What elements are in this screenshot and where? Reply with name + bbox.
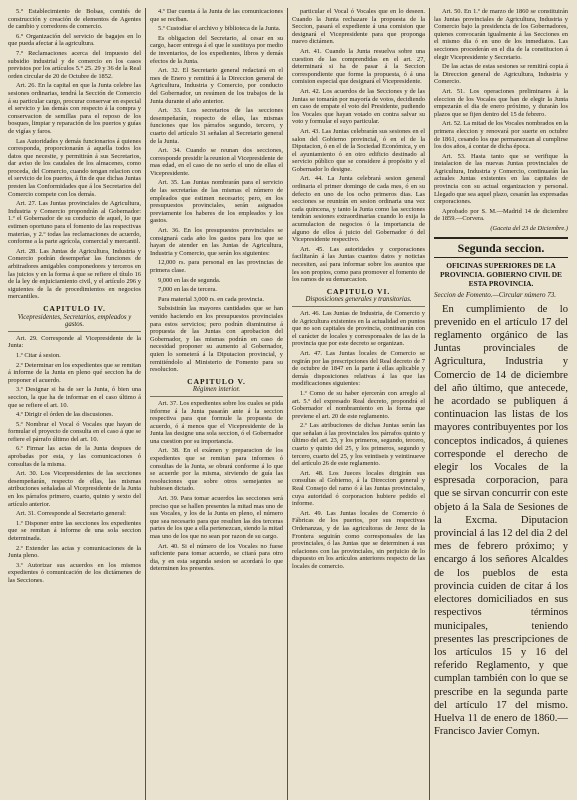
gazette-date: (Gaceta del 23 de Diciembre.) [490, 225, 568, 233]
article-paragraph: 1.º Como de su haber ejercerán con arreglo al art. 5.º del expresado Real decreto, propondrá el Gobernador el nombramiento en la forma que previene el art. 20 de este reglamento. [292, 389, 425, 420]
article-paragraph: Art. 43. Las Juntas celebrarán sus sesiones en el salon del Gobierno provincial, ó en el de la Diputacion, ó en el de la Sociedad Económica, y en el ayuntamiento ó en otro edificio destinado al servicio público que se considere á propósito y el Gobernador lo designe. [292, 127, 425, 173]
article-paragraph: 3.º Designar si ha de ser la Junta, ó bien una seccion, la que ha de informar en el caso último á que se refiere el art. 10. [8, 386, 141, 409]
article-paragraph: Art. 48. Los Jueces locales dirigirán sus consultas al Gobierno, á la Direccion general y Real Consejo del ramo ó á las Juntas provinciales, cuya autoridad ó corporacion hubiere pedido el informe. [292, 469, 425, 508]
article-paragraph: Art. 45. Las autoridades y corporaciones facilitarán á las Juntas cuantos datos y noticias necesiten, así para informar sobre los asuntos que les son propios, como para promover el fomento de los ramos de su demarcacion. [292, 245, 425, 284]
chapter-subheading: Régimen interior. [150, 386, 283, 397]
article-paragraph: 1.º Citar á sesion. [16, 351, 61, 359]
article-paragraph: Subsistirán las mayores cantidades que se han venido haciendo en los presupuestos provinciales para estos servicios; pero podrán disminuirse á propuesta de las Juntas con aprobacion del Gobernador, y las mismas podrán en caso de necesidad proponer su aumento al Gobernador, quien lo someterá á la Diputacion provincial, y remitiéndolo al Ministerio de Fomento para su resolucion. [150, 305, 283, 374]
article-paragraph: Art. 30. Los Vicepresidentes de las secciones desempeñarán, respecto de ellas, las mismas atribuciones señaladas al Vicepresidente de la Junta en los párrafos primero, cuarto, quinto y sexto del artículo anterior. [8, 470, 141, 508]
article-paragraph: particular el Vocal ó Vocales que en lo deseen. Cuando la Junta rechazare la propuesta de la Seccion, pasará el expediente á una comision que designará el Vicepresidente para que proponga nuevo dictámen. [292, 8, 425, 46]
article-paragraph: 12,000 rs. para personal en las provincias de primera clase. [150, 259, 283, 274]
chapter-subheading: Disposiciones generales y transitorias. [292, 296, 425, 307]
article-paragraph: Para material 3,000 rs. en cada provincia. [158, 295, 264, 303]
article-paragraph: 5.º Nombrar el Vocal ó Vocales que hayan de formular el proyecto de consulta en el caso á que se refiere el párrafo último del art. 10. [8, 420, 141, 443]
circular-heading: Seccion de Fomento.—Circular número 73. [434, 290, 556, 299]
article-paragraph: Art. 42. Los acuerdos de las Secciones y de las Juntas se tomarán por mayoría de votos, decidiendo en caso de empate el voto del Presidente, pudiendo los Vocales que hayan votado en contra salvar su voto y formular el suyo particular. [292, 87, 425, 126]
article-paragraph: Art. 37. Los expedientes sobre los cuales se pida informe á la Junta pasarán ante á la seccion respectiva para que formule la propuesta de acuerdo, ó á menos que el Vicepresidente de la Junta las designe una sola seccion, ó el Gobernador una cuestion por su importancia. [150, 399, 283, 445]
article-paragraph: Art. 33. Los secretarios de las secciones desempeñarán, respecto de ellas, las mismas funciones que los párrafos segundo, tercero, y cuarto del artículo 31 señalan al Secretario general de la Junta. [150, 107, 283, 145]
article-paragraph: 2.º Determinar en los expedientes que se remitan á informe de la Junta en pleno qué seccion ha de proponer el acuerdo. [8, 361, 141, 384]
article-paragraph: 3.º Autorizar sus acuerdos en los mismos expedientes ó comunicación de los dictámenes de las Secciones. [8, 561, 141, 584]
article-paragraph: 5.° Establecimiento de Bolsas, comités de construcción y creación de elementos de Agentes de cambio y corredores de comercio. [8, 8, 141, 31]
article-paragraph: Art. 35. Las Juntas nombrarán para el servicio de las secretarías de las mismas el número de empleados que estimen necesario; pero, en los presupuestos provinciales, serán asignados previamente los haberes de los empleados y los gastos. [150, 179, 283, 225]
article-paragraph: Aprobado por S. M.—Madrid 14 de diciembre de 1859.—Corvera. [434, 207, 568, 223]
article-paragraph: Art. 38. En el exámen y preparacion de los expedientes que se remitan para informes ó consultas de la Junta, se obrará conforme á lo que se acuerde por la misma, sirviendo de guía las resoluciones que sobre otros semejantes se hubiesen dictado. [150, 447, 283, 493]
article-paragraph: Es obligacion del Secretario, al cesar en su cargo, hacer entrega á el que le sustituya por medio de inventarios, de los expedientes, libros y demás efectos de la Junta. [150, 34, 283, 65]
article-paragraph: 2.º Las atribuciones de dichas Juntas serán las que señalan á las provinciales los párrafos quinto y último del art. 23, y los primeros, segundo, tercero, cuarto y quinto del 25, y los primeros, segundo y tercero, cuarto del 25, y los veintiseis y veintinueve del artículo 26 de este reglamento. [292, 422, 425, 468]
article-paragraph: 5.º Custodiar el archivo y biblioteca de la Junta. [158, 25, 281, 33]
chapter-heading: CAPITULO V. [187, 376, 246, 386]
article-paragraph: Art. 51. Los operaciones preliminares á la eleccion de los Vocales que han de elegir la Junta empezarán el dia de enero próximo, y durarán los plazos que se fijen dentro del 15 de febrero. [434, 87, 568, 118]
article-paragraph: 9,000 en las de segunda. [158, 276, 221, 284]
article-paragraph: Art. 47. Las Juntas locales de Comercio se regirán por las prescripciones del Real decreto de 7 de octubre de 1847 en la parte á ellas aplicable y demás disposiciones relativas á las que las modificaciones siguientes: [292, 349, 425, 388]
article-paragraph: 4.º Dar cuenta á la Junta de las comunicaciones que se reciban. [150, 8, 283, 23]
article-paragraph: Art. 39. Para tomar acuerdos las secciones será preciso que se hallen presentes la mitad mas uno de sus Vocales, y los de la Junta en pleno, el número que sea necesario para que resulten las dos terceras partes de los que a ella pertenezcan, siendo la mitad mas uno de los que no sean por razon de su cargo. [150, 495, 283, 540]
article-paragraph: 7.° Reclamaciones acerca del impuesto del subsidio industrial y de comercio en los casos previstos por los artículos 5.° 25. 29 y 36 de la Real orden circular de 20 de Octubre de 1852. [8, 49, 141, 80]
article-paragraph: Art. 28. Las Juntas de Agricultura, Industria y Comercio podrán desempeñar las funciones de arbitradores amigables componedores y terceros en las juicios y en la forma á que se refiere el título 16 de la ley de enjuiciamiento civil, y el artículo 296 y siguientes de la de procedimientos en negocios mercantiles. [8, 247, 141, 301]
office-heading: OFICINAS SUPERIORES DE LA PROVINCIA. GOBIERNO CIVIL DE ESTA PROVINCIA. [440, 260, 562, 288]
article-paragraph: 7,000 en las de tercera. [158, 286, 217, 294]
chapter-subheading: Vicepresidentes, Secretarios, empleados y gastos. [8, 314, 141, 332]
article-paragraph: 2.º Extender las actas y comunicaciones de la Junta pleno. [8, 544, 141, 560]
article-paragraph: Art. 52. La mitad de los Vocales nombrados en la primera eleccion y renovará por suerte en octubre de 1861, cesando los que permanezcan al cumplirse los dos años, á contar de dicha época. [434, 120, 568, 151]
article-paragraph: Art. 53. Hasta tanto que se verifique la instalacion de las nuevas Juntas provinciales de Agricultura, Industria y Comercio, continuarán las actuales Juntas existentes en las capitales de provincia con su actual organizacion y personal. Llegado que sea aquel plazo, cesarán las expresadas corporaciones. [434, 152, 568, 206]
article-paragraph: Art. 46. Las Juntas de Industria, de Comercio y de Agricultura existentes en la actualidad en puntos que no son capitales de provincia, continuarán con el carácter de locales y corresponsales de las de la provincia que por este decreto se organizan. [292, 309, 425, 348]
article-paragraph: Art. 31. Corresponde al Secretario general: [16, 510, 126, 518]
chapter-heading: CAPITULO IV. [43, 303, 106, 313]
article-paragraph: De las actas de estas sesiones se remitirá copia á la Direccion general de Agricultura, Industria y Comercio. [434, 63, 568, 86]
chapter-heading: CAPITULO VI. [326, 286, 391, 296]
article-paragraph: 6.º Firmar las actas de la Junta despues de aprobadas por esta, y las comunicaciones ó consultas de la misma. [8, 445, 141, 468]
section-title: Segunda seccion. [434, 237, 568, 258]
text-column-4 [430, 8, 572, 800]
article-paragraph: Art. 34. Cuando se reunan dos secciones, corresponde presidir la reunion al Vicepresidente de mas edad, en el caso de no serlo el uno de ellas el Vicepresidente. [150, 147, 283, 177]
article-paragraph: Art. 41. Cuando la Junta resuelva sobre una cuestion de las comprendidas en el art. 27, determinará si ha de pasar á la Seccion correspondiente que forme la propuesta, ó á una comision especial que designará el Vicepresidente. [292, 47, 425, 86]
article-paragraph: Art. 40. Si el número de los Vocales no fuese suficiente para tomar acuerdo, se citará para otro dia, y en esta segunda sesion se acordará lo que determinen los presentes. [150, 542, 283, 573]
article-paragraph: Art. 29. Corresponde al Vicepresidente de la Junta: [8, 334, 141, 350]
article-paragraph: 6.° Organización del servicio de bagajes en lo que pueda afectar á la agricultura. [8, 32, 141, 48]
circular-body: En cumplimiento de lo prevenido en el artículo 17 del reglamento orgánico de las Juntas provinciales de Agricultura, Industria y Comercio de 14 de diciembre del año último, que antecede, he acordado se publiquen á continuacion las listas de los mayores contribuyentes por los conceptos indicados, á quienes corresponde el derecho de elegir los Vocales de la espresada corporacion, para que se sirvan concurrir con este objeto á la Sala de Sesiones de la Excma. Diputacion provincial á las 12 del dia 2 del mes de febrero próximo; y encargo á los señores Alcaldes de los pueblos de esta provincia cuiden de citar á los electores domiciliados en sus respectivos términos municipales, teniendo presentes las prescripciones de los artículos 15 y 16 del referido Reglamento, y que cumplan también con lo que se prescribe en la segunda parte del artículo 17 del mismo. Huelva 11 de enero de 1860.—Francisco Javier Comyn. [434, 303, 568, 738]
article-paragraph: 1.º Disponer entre las secciones los expedientes que se remitan á informe de una sola seccion determinada. [8, 519, 141, 542]
article-paragraph: Art. 27. Las Juntas provinciales de Agricultura, Industria y Comercio propondrán al Gobernador: 1.º el Gobernador de su conducto de aquel, lo que estimen oportuno para el fomento de las respectivas materias, y 2.º todas las reclamaciones de acuerdo, conforme a la parte agrícola, comercial y mercantil. [8, 200, 141, 246]
article-paragraph: 4.º Dirigir el órden de las discusiones. [16, 411, 114, 419]
article-paragraph: Art. 32. El Secretario general redactará en el mes de Enero y remitirá á la Direccion general de Agricultura, Industria y Comercio, por conducto del Gobernador, un resúmen de los trabajos de la Junta durante el año anterior. [150, 67, 283, 105]
article-paragraph: Art. 49. Las Juntas locales de Comercio ó Fábricas de los puertos, por sus respectivas Ordenanzas, y de las agricultoras de Jerez de la Frontera seguirán como corresponsales de las provinciales, ó las Juntas que se determinen á sus relaciones con las provinciales, sin perjuicio de lo dispuesto en los artículos anteriores respecto de las locales de comercio. [292, 509, 425, 570]
text-column-1 [4, 8, 146, 800]
article-paragraph: Art. 50. En 1.º de marzo de 1860 se constituirán las Juntas provinciales de Agricultura, Industria y Comercio bajo la presidencia de los Gobernadores, quienes convocarán igualmente á las Secciones en el mismo dia ó en uno de los inmediatos. Las secciones procederán en el dia de la constitucion á elegir Vicepresidente y Secretario. [434, 8, 568, 61]
text-column-3 [288, 8, 430, 800]
article-paragraph: Art. 26. En la capital en que la Junta celebre las sesiones ordinarias, tendrá la Sección de Comercio á su particular cargo, procurar conservar en especial el servicio y las demás con respecto á la compra y conservacion de semillas para el reposo de los bosques, limpiar y reparación de los puertos y guías de vigías y faros. [8, 82, 141, 135]
article-paragraph: Art. 36. En los presupuestos provinciales se consignará cada año los gastos para los que se hayan de atender en las Juntas de Agricultura, Industria y Comercio, que serán los siguientes: [150, 227, 283, 257]
article-paragraph: Art. 44. La Junta celebrará sesion general ordinaria el primer domingo de cada mes, ó en su defecto en uno de los ocho primeros dias. Las secciones se reunirán en sesion ordinaria una vez cada quincena, y tanto la Junta como las secciones tendrán sesiones extraordinarias cuando lo exija la acumulacion de negocios ó la importancia de alguno de ellos á juicio del Gobernador ó del Vicepresidente respectivo. [292, 175, 425, 244]
article-paragraph: Las Autoridades y demás funcionarios á quienes corresponda, proporcionarán á aquella todos los datos que necesite, y permitirán á sus Secretarios, dar aviso de los caudales de los almacenes, como proceda, del Comercio, cuando tengan relacion con el servicio de los puertos, á fin de que dichas Juntas presten las Conformidades que á los Secretarios del Comercio compete con los demás. [8, 137, 141, 198]
text-column-2 [146, 8, 288, 800]
